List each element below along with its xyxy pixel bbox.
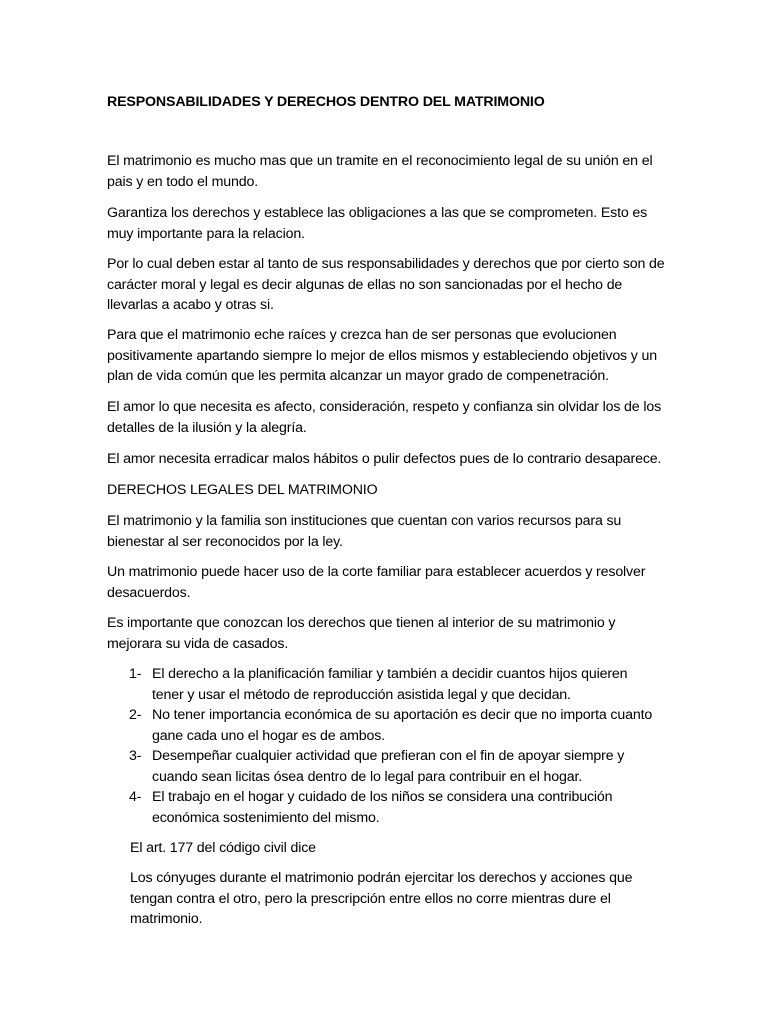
paragraph-3: Por lo cual deben estar al tanto de sus responsabilidades y derechos que por cierto son de carácter moral y legal es decir algunas de ellas no son sancionadas por el hecho de llevarlas a acabo y otras si. — [107, 256, 665, 314]
section-paragraph-2: Un matrimonio puede hacer uso de la corte familiar para establecer acuerdos y resolver desacuerdos. — [107, 564, 646, 601]
list-item-text: Desempeñar cualquier actividad que prefieran con el fin de apoyar siempre y cuando sean licitas ósea dentro de lo legal para contribuir en el hogar. — [152, 748, 625, 785]
section-paragraph-3: Es importante que conozcan los derechos que tienen al interior de su matrimonio y mejorara su vida de casados. — [107, 615, 616, 652]
paragraph-1: El matrimonio es mucho mas que un tramite en el reconocimiento legal de su unión en el pais y en todo el mundo. — [107, 153, 653, 190]
paragraph-2: Garantiza los derechos y establece las obligaciones a las que se comprometen. Esto es muy importante para la relacion. — [107, 205, 648, 242]
section-paragraph-1: El matrimonio y la familia son instituciones que cuentan con varios recursos para su bienestar al ser reconocidos por la ley. — [107, 513, 622, 550]
list-item-number: 3- — [129, 748, 142, 764]
paragraph-6: El amor necesita erradicar malos hábitos o pulir defectos pues de lo contrario desaparece. — [107, 451, 662, 467]
article-text: Los cónyuges durante el matrimonio podrán ejercitar los derechos y acciones que tengan contra el otro, pero la prescripción entre ellos no corre mientras dure el matrimonio. — [130, 870, 633, 928]
list-item-number: 1- — [129, 666, 142, 682]
list-item-number: 2- — [129, 707, 142, 723]
list-item-number: 4- — [129, 789, 142, 805]
article-reference: El art. 177 del código civil dice — [130, 840, 316, 856]
paragraph-5: El amor lo que necesita es afecto, consideración, respeto y confianza sin olvidar los de los detalles de la ilusión y la alegría. — [107, 399, 662, 436]
list-item-text: No tener importancia económica de su aportación es decir que no importa cuanto gane cada uno el hogar es de ambos. — [152, 707, 653, 744]
paragraph-4: Para que el matrimonio eche raíces y crezca han de ser personas que evolucionen positivamente apartando siempre lo mejor de ellos mismos y estableciendo objetivos y un plan de vida común que les permita alcanzar un mayor grado de compenetración. — [107, 327, 658, 385]
section-heading: DERECHOS LEGALES DEL MATRIMONIO — [107, 482, 378, 498]
list-item-text: El derecho a la planificación familiar y también a decidir cuantos hijos quieren tener y usar el método de reproducción asistida legal y que decidan. — [152, 666, 628, 703]
list-item-text: El trabajo en el hogar y cuidado de los niños se considera una contribución económica sostenimiento del mismo. — [152, 789, 613, 826]
document-title: RESPONSABILIDADES Y DERECHOS DENTRO DEL MATRIMONIO — [107, 94, 545, 110]
